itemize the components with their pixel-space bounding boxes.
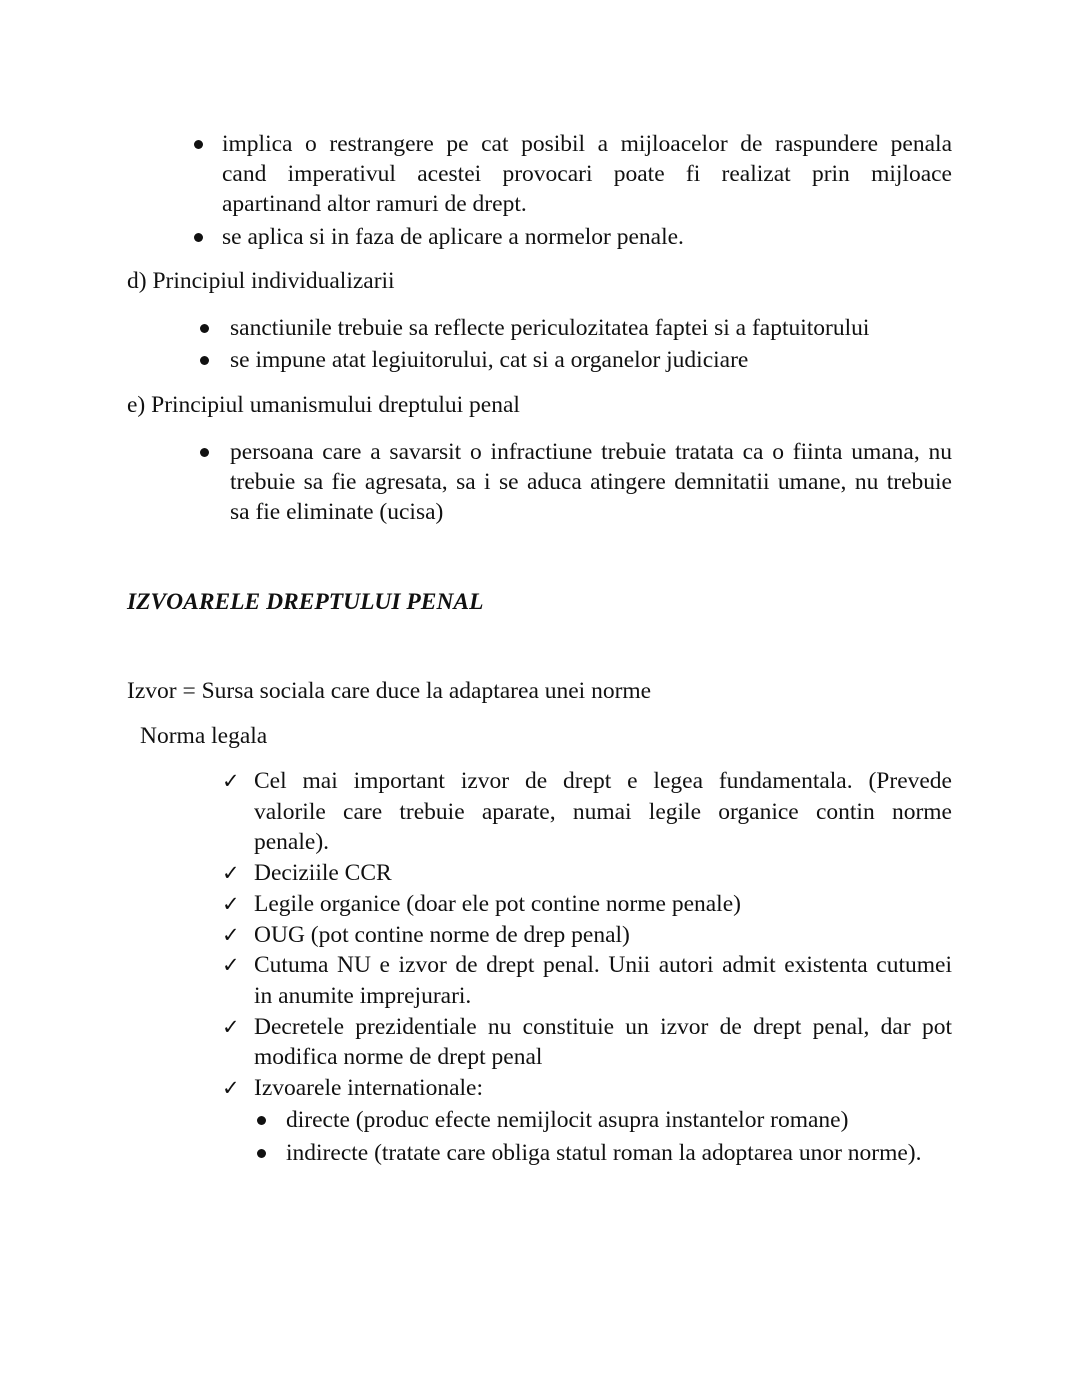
check-item-line: penale).	[254, 829, 330, 855]
section-title-d: d) Principiul individualizarii	[127, 268, 395, 294]
check-item-line: valorile care trebuie aparate, numai legile organice contin norme	[254, 799, 952, 825]
checkmark-icon: ✓	[222, 953, 240, 977]
subheading-norma-legala: Norma legala	[140, 723, 268, 749]
checkmark-icon: ✓	[222, 861, 240, 885]
checkmark-icon: ✓	[222, 769, 240, 793]
section-heading-izvoare: IZVOARELE DREPTULUI PENAL	[127, 589, 484, 615]
check-item-line: Decretele prezidentiale nu constituie un izvor de drept penal, dar pot	[254, 1014, 952, 1040]
sub-list-item: indirecte (tratate care obliga statul roman la adoptarea unor norme).	[286, 1140, 922, 1166]
bullet-dot-icon	[194, 140, 203, 149]
check-item-line: Cutuma NU e izvor de drept penal. Unii autori admit existenta cutumei	[254, 952, 952, 978]
bullet-dot-icon	[200, 324, 209, 333]
bullet-dot-icon	[200, 356, 209, 365]
section-title-e: e) Principiul umanismului dreptului penal	[127, 392, 520, 418]
list-item-line: implica o restrangere pe cat posibil a mijloacelor de raspundere penala	[222, 131, 952, 157]
check-item-line: Deciziile CCR	[254, 860, 392, 886]
checkmark-icon: ✓	[222, 923, 240, 947]
check-item-line: modifica norme de drept penal	[254, 1044, 543, 1070]
check-item-line: Cel mai important izvor de drept e legea fundamentala. (Prevede	[254, 768, 952, 794]
list-item: se aplica si in faza de aplicare a normelor penale.	[222, 224, 684, 250]
definition-text: Izvor = Sursa sociala care duce la adaptarea unei norme	[127, 678, 652, 704]
sub-list-item: directe (produc efecte nemijlocit asupra instantelor romane)	[286, 1107, 849, 1133]
check-item-line: Legile organice (doar ele pot contine norme penale)	[254, 891, 741, 917]
bullet-dot-icon	[257, 1116, 266, 1125]
checkmark-icon: ✓	[222, 1015, 240, 1039]
checkmark-icon: ✓	[222, 1076, 240, 1100]
list-item-line: persoana care a savarsit o infractiune trebuie tratata ca o fiinta umana, nu	[230, 439, 952, 465]
list-item-line: apartinand altor ramuri de drept.	[222, 191, 527, 217]
list-item-line: cand imperativul acestei provocari poate fi realizat prin mijloace	[222, 161, 952, 187]
bullet-dot-icon	[194, 233, 203, 242]
check-item-line: Izvoarele internationale:	[254, 1075, 483, 1101]
bullet-dot-icon	[200, 448, 209, 457]
checkmark-icon: ✓	[222, 892, 240, 916]
list-item-line: trebuie sa fie agresata, sa i se aduca atingere demnitatii umane, nu trebuie	[230, 469, 952, 495]
list-item: se impune atat legiuitorului, cat si a organelor judiciare	[230, 347, 749, 373]
check-item-line: OUG (pot contine norme de drep penal)	[254, 922, 630, 948]
bullet-dot-icon	[257, 1149, 266, 1158]
list-item-line: sa fie eliminate (ucisa)	[230, 499, 444, 525]
check-item-line: in anumite imprejurari.	[254, 983, 472, 1009]
list-item: sanctiunile trebuie sa reflecte periculozitatea faptei si a faptuitorului	[230, 315, 870, 341]
